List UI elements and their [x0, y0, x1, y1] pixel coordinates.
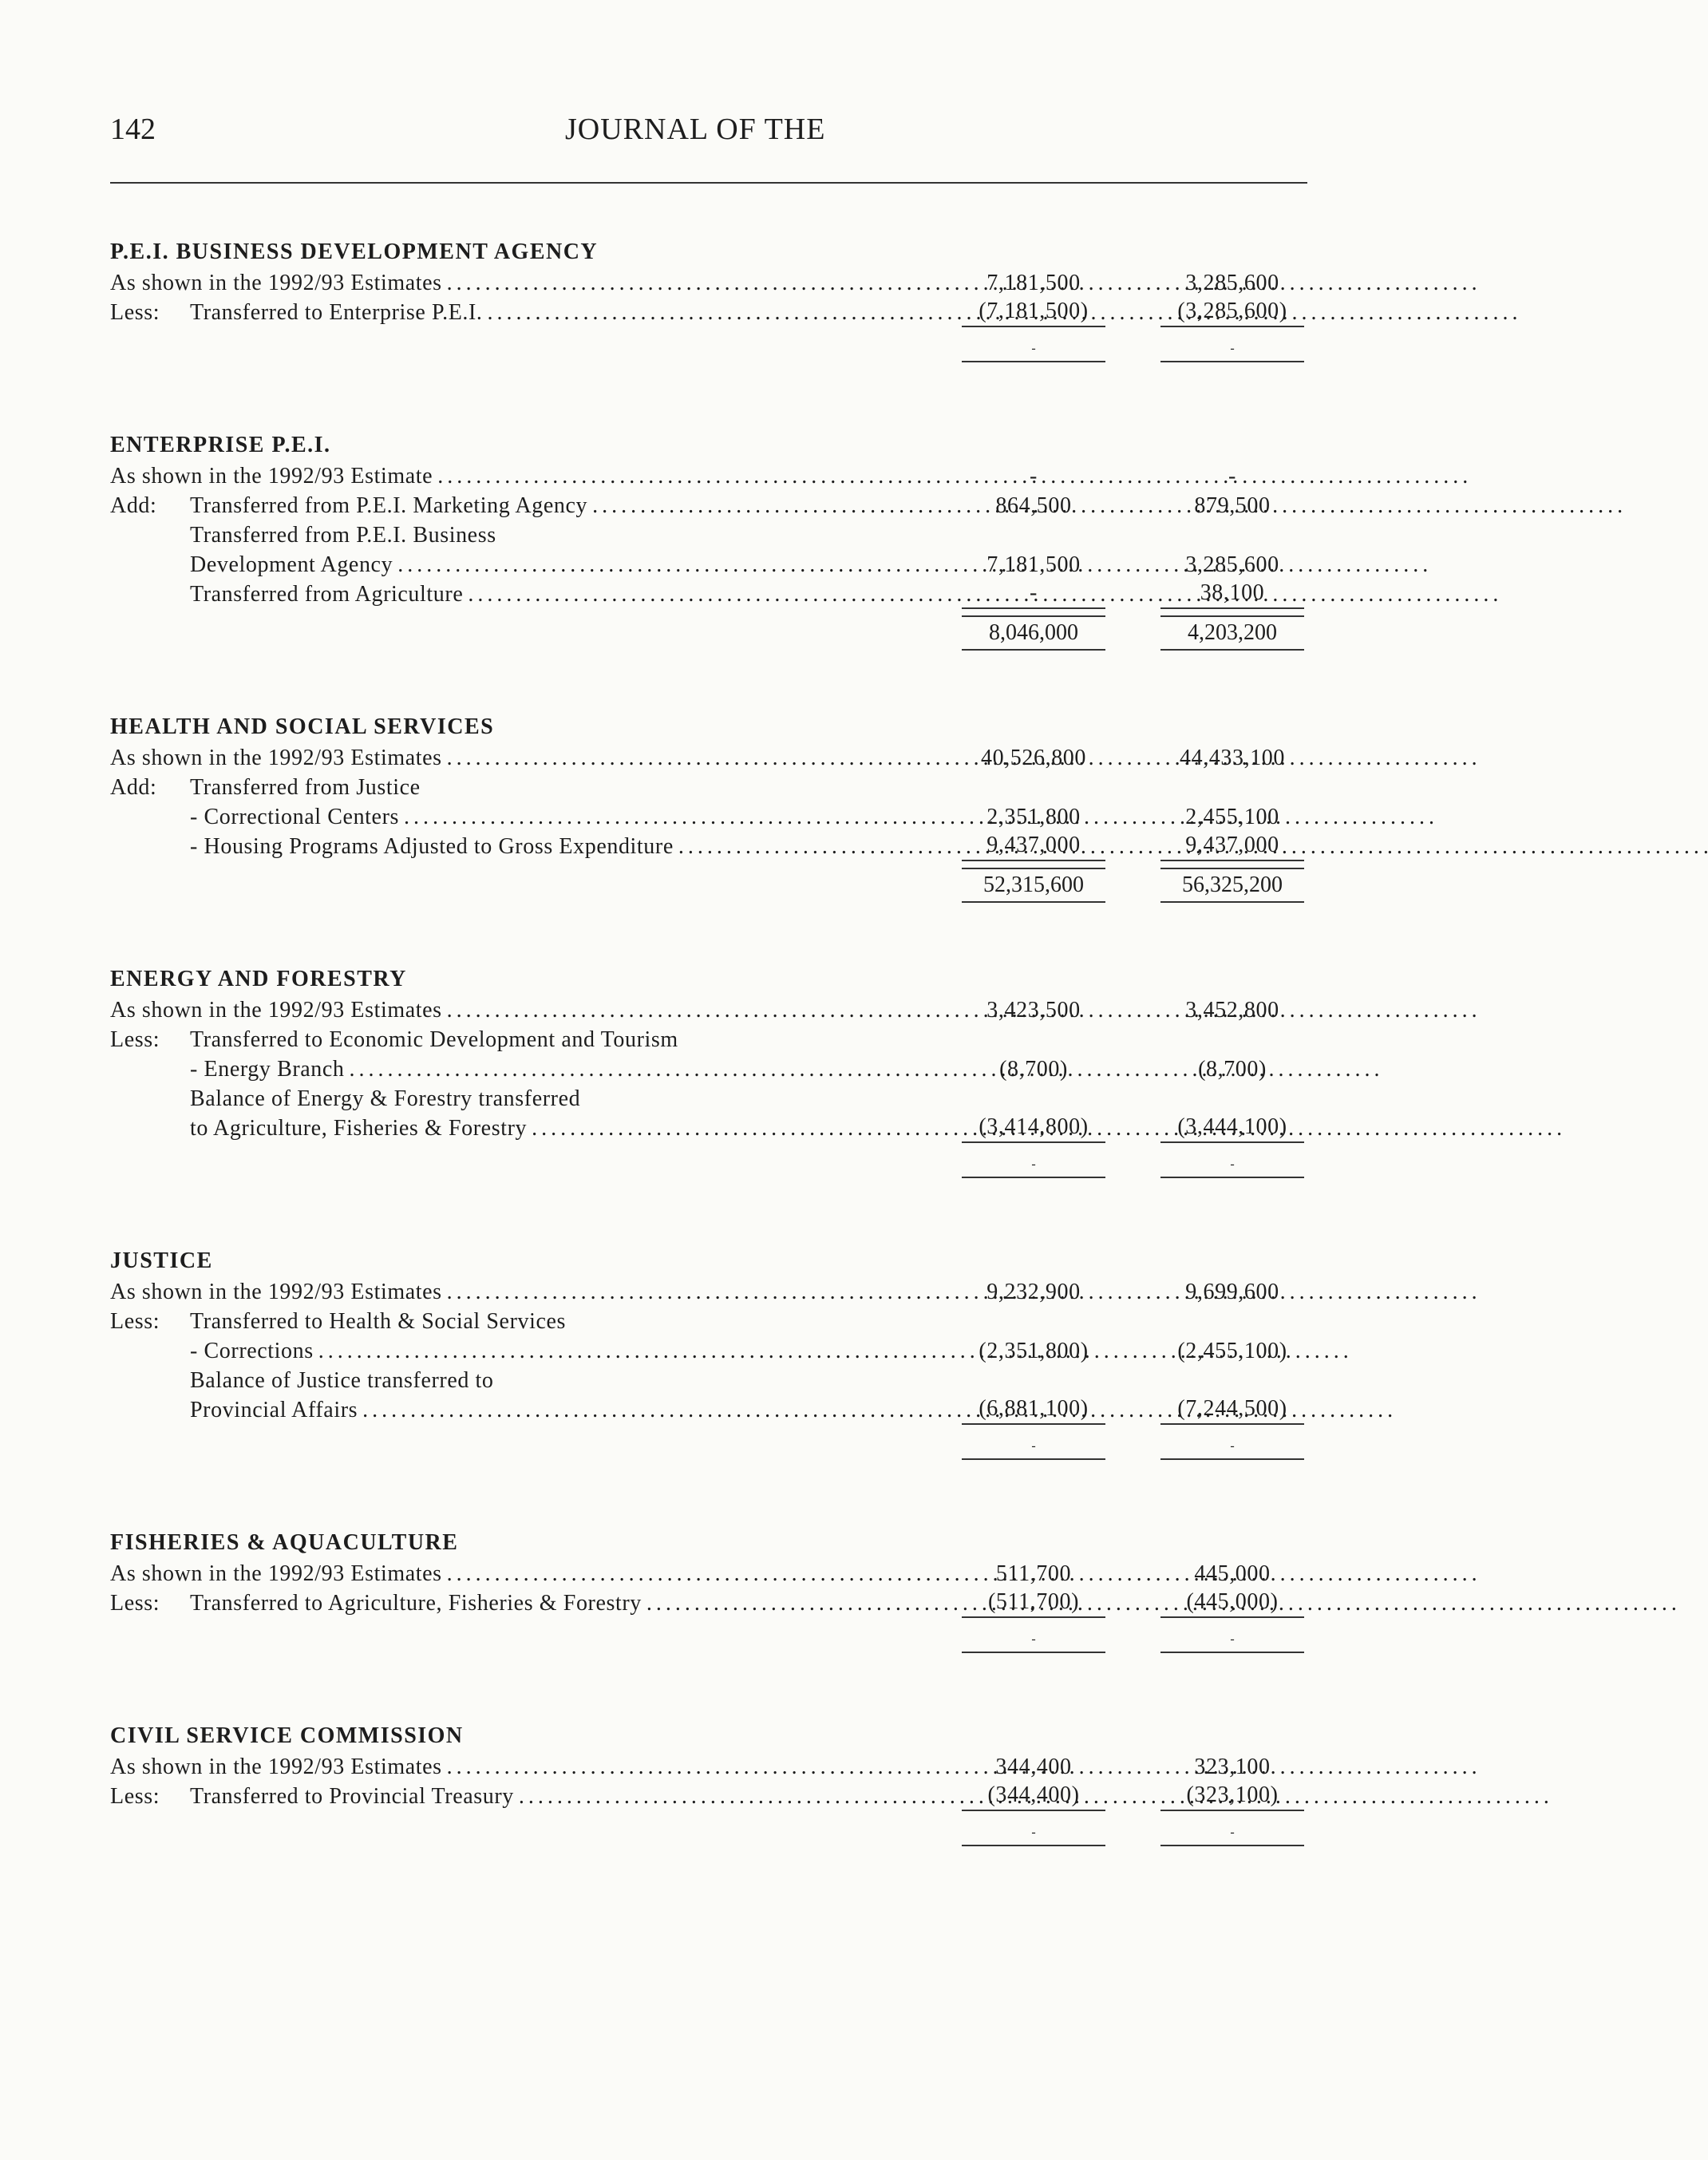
- line-item: [110, 1054, 1307, 1084]
- line-description: Balance of Justice transferred to: [190, 1368, 494, 1393]
- value-col-2: -: [1228, 464, 1236, 489]
- value-col-1: (2,351,800): [979, 1339, 1089, 1363]
- result-col-1: -: [962, 1821, 1105, 1846]
- line-description: - Energy Branch . . .: [190, 1054, 509, 1084]
- value-col-2: 44,433,100: [1180, 746, 1285, 770]
- line-description: Balance of Energy & Forestry transferred: [190, 1086, 581, 1111]
- line-item: [110, 773, 1307, 802]
- result-col-1: -: [962, 337, 1105, 362]
- result-col-2: -: [1160, 1628, 1304, 1653]
- budget-section: [110, 238, 1307, 372]
- total-row: [110, 861, 1307, 906]
- result-row: [110, 1425, 1307, 1470]
- value-col-2: 445,000: [1194, 1561, 1271, 1586]
- result-col-2: -: [1160, 1434, 1304, 1460]
- section-title: P.E.I. BUSINESS DEVELOPMENT AGENCY: [110, 239, 599, 264]
- line-item: [110, 1114, 1307, 1143]
- line-item: [110, 1307, 1307, 1336]
- line-item: [110, 1752, 1307, 1782]
- value-col-2: (2,455,100): [1177, 1339, 1287, 1363]
- line-item: [110, 1025, 1307, 1054]
- line-item: [110, 995, 1307, 1025]
- estimates-adjustments: [110, 238, 1307, 1915]
- budget-section: [110, 1722, 1307, 1856]
- value-col-2: 3,452,800: [1185, 998, 1279, 1023]
- value-col-1: 511,700: [995, 1561, 1072, 1586]
- line-description: Provincial Affairs . . .: [190, 1395, 509, 1425]
- section-title: JUSTICE: [110, 1248, 213, 1273]
- total-row: [110, 609, 1307, 654]
- value-col-2: 2,455,100: [1185, 805, 1279, 829]
- value-col-1: 7,181,500: [986, 552, 1081, 577]
- section-title: ENTERPRISE P.E.I.: [110, 433, 331, 457]
- value-col-1: 7,181,500: [986, 271, 1081, 295]
- line-description: Transferred to Health & Social Services: [190, 1309, 567, 1334]
- line-description: As shown in the 1992/93 Estimates . . .: [110, 268, 509, 298]
- line-prefix: Less:: [110, 1591, 160, 1616]
- line-prefix: Less:: [110, 1784, 160, 1809]
- line-prefix: Add:: [110, 775, 157, 800]
- line-item: [110, 1336, 1307, 1366]
- line-description: As shown in the 1992/93 Estimates . . .: [110, 1559, 509, 1588]
- line-item: [110, 1782, 1307, 1811]
- line-item: [110, 1588, 1307, 1618]
- value-col-1: 9,437,000: [962, 832, 1105, 861]
- line-description: Transferred from P.E.I. Business: [190, 523, 496, 548]
- line-item: [110, 1277, 1307, 1307]
- line-description: - Housing Programs Adjusted to Gross Expenditure . . .: [190, 832, 509, 861]
- budget-section: [110, 1529, 1307, 1663]
- line-item: [110, 1366, 1307, 1395]
- value-col-1: -: [1030, 464, 1038, 489]
- total-col-2: 4,203,200: [1160, 615, 1304, 651]
- value-col-1: 2,351,800: [986, 805, 1081, 829]
- section-title: ENERGY AND FORESTRY: [110, 967, 407, 991]
- line-item: [110, 743, 1307, 773]
- budget-section: [110, 431, 1307, 654]
- line-item: [110, 1559, 1307, 1588]
- page-number: 142: [110, 113, 156, 146]
- line-prefix: Less:: [110, 300, 160, 325]
- page-header: [110, 112, 1307, 160]
- line-description: Transferred from Justice: [190, 775, 421, 800]
- result-col-1: -: [962, 1153, 1105, 1178]
- line-item: [110, 520, 1307, 550]
- value-col-2: 9,699,600: [1185, 1280, 1279, 1304]
- value-col-2: (3,444,100): [1160, 1114, 1304, 1143]
- line-description: Transferred to Agriculture, Fisheries & Forestry . . .: [190, 1588, 509, 1618]
- line-description: As shown in the 1992/93 Estimate . . .: [110, 461, 509, 491]
- budget-section: [110, 713, 1307, 906]
- result-col-2: -: [1160, 1821, 1304, 1846]
- value-col-1: 864,500: [995, 493, 1072, 518]
- line-item: [110, 580, 1307, 609]
- value-col-2: 879,500: [1194, 493, 1271, 518]
- value-col-2: (7,244,500): [1160, 1395, 1304, 1425]
- line-item: [110, 461, 1307, 491]
- value-col-2: 9,437,000: [1160, 832, 1304, 861]
- total-col-1: 8,046,000: [962, 615, 1105, 651]
- line-description: Transferred from P.E.I. Marketing Agency . . .: [190, 491, 509, 520]
- result-row: [110, 1811, 1307, 1856]
- value-col-2: (445,000): [1160, 1588, 1304, 1618]
- line-item: [110, 1084, 1307, 1114]
- line-description: Transferred to Provincial Treasury . . .: [190, 1782, 509, 1811]
- line-description: As shown in the 1992/93 Estimates . . .: [110, 1277, 509, 1307]
- value-col-1: (511,700): [962, 1588, 1105, 1618]
- line-description: to Agriculture, Fisheries & Forestry . . .: [190, 1114, 509, 1143]
- result-col-2: -: [1160, 337, 1304, 362]
- value-col-1: 3,423,500: [986, 998, 1081, 1023]
- budget-section: [110, 965, 1307, 1188]
- value-col-1: (3,414,800): [962, 1114, 1105, 1143]
- value-col-1: (6,881,100): [962, 1395, 1105, 1425]
- value-col-1: (8,700): [999, 1057, 1068, 1082]
- result-col-1: -: [962, 1434, 1105, 1460]
- line-description: Transferred to Economic Development and Tourism: [190, 1027, 678, 1052]
- line-description: Transferred from Agriculture . . .: [190, 580, 509, 609]
- result-row: [110, 1618, 1307, 1663]
- value-col-2: 3,285,600: [1185, 271, 1279, 295]
- line-prefix: Add:: [110, 493, 157, 518]
- line-item: [110, 1395, 1307, 1425]
- line-prefix: Less:: [110, 1309, 160, 1334]
- line-item: [110, 550, 1307, 580]
- line-item: [110, 491, 1307, 520]
- section-title: CIVIL SERVICE COMMISSION: [110, 1723, 464, 1748]
- result-col-1: -: [962, 1628, 1105, 1653]
- line-description: - Corrections . . .: [190, 1336, 509, 1366]
- value-col-1: 9,232,900: [986, 1280, 1081, 1304]
- line-item: [110, 268, 1307, 298]
- value-col-2: 38,100: [1160, 580, 1304, 609]
- value-col-1: 40,526,800: [981, 746, 1086, 770]
- value-col-1: -: [962, 580, 1105, 609]
- line-description: As shown in the 1992/93 Estimates . . .: [110, 743, 509, 773]
- value-col-2: (8,700): [1198, 1057, 1267, 1082]
- total-col-1: 52,315,600: [962, 868, 1105, 903]
- line-description: - Correctional Centers . . .: [190, 802, 509, 832]
- section-title: HEALTH AND SOCIAL SERVICES: [110, 714, 495, 739]
- line-item: [110, 298, 1307, 327]
- value-col-1: 344,400: [995, 1755, 1072, 1779]
- value-col-2: (323,100): [1160, 1782, 1304, 1811]
- line-description: As shown in the 1992/93 Estimates . . .: [110, 1752, 509, 1782]
- budget-section: [110, 1247, 1307, 1470]
- line-prefix: Less:: [110, 1027, 160, 1052]
- line-item: [110, 802, 1307, 832]
- line-item: [110, 832, 1307, 861]
- result-row: [110, 327, 1307, 372]
- section-title: FISHERIES & AQUACULTURE: [110, 1530, 459, 1555]
- value-col-1: (344,400): [962, 1782, 1105, 1811]
- result-row: [110, 1143, 1307, 1188]
- line-description: Transferred to Enterprise P.E.I. . . .: [190, 298, 509, 327]
- value-col-2: 323,100: [1194, 1755, 1271, 1779]
- value-col-1: (7,181,500): [962, 298, 1105, 327]
- journal-title: JOURNAL OF THE: [565, 113, 826, 146]
- header-rule: [110, 182, 1307, 184]
- result-col-2: -: [1160, 1153, 1304, 1178]
- line-description: As shown in the 1992/93 Estimates . . .: [110, 995, 509, 1025]
- line-description: Development Agency . . .: [190, 550, 509, 580]
- value-col-2: 3,285,600: [1185, 552, 1279, 577]
- total-col-2: 56,325,200: [1160, 868, 1304, 903]
- value-col-2: (3,285,600): [1160, 298, 1304, 327]
